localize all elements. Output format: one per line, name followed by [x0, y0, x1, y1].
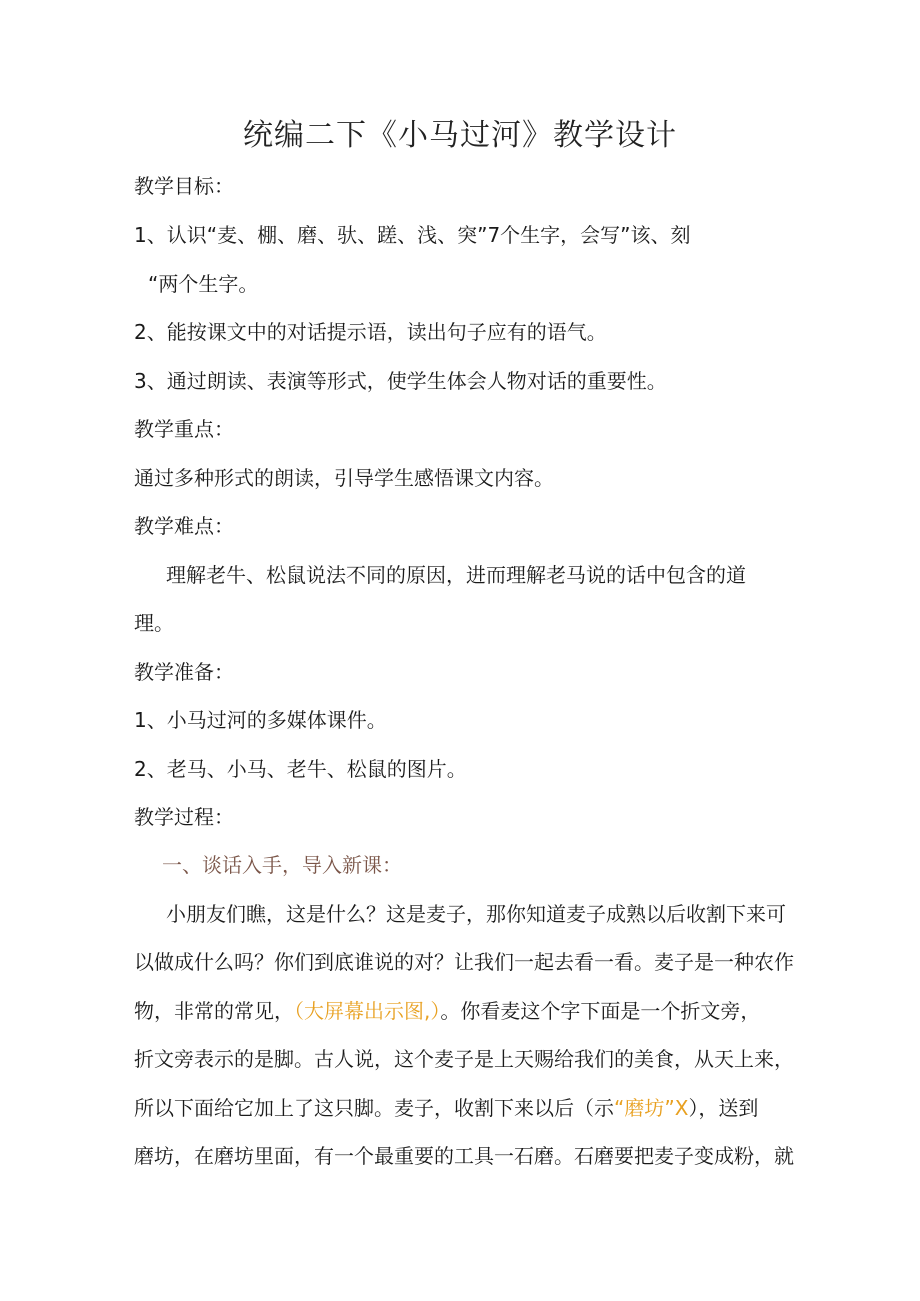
objective-3: 3、通过朗读、表演等形式，使学生体会人物对话的重要性。: [134, 369, 667, 393]
section-heading-difficulties: 教学难点：: [134, 514, 234, 538]
key-points-text: 通过多种形式的朗读，引导学生感悟课文内容。: [134, 466, 554, 490]
difficulties-text: 理解老牛、松鼠说法不同的原因，进而理解老马说的话中包含的道: [166, 563, 746, 587]
paragraph-text: 所以下面给它加上了这只脚。麦子，收割下来以后（示: [134, 1096, 614, 1120]
preparation-2: 2、老马、小马、老牛、松鼠的图片。: [134, 757, 467, 781]
paragraph-text: 。你看麦这个字下面是一个折文旁，: [440, 999, 761, 1023]
paragraph-line: 以做成什么吗？你们到底谁说的对？让我们一起去看一看。麦子是一种农作: [134, 950, 794, 974]
highlighted-note: “磨坊”X: [614, 1096, 689, 1120]
paragraph-text: ），送到: [688, 1096, 759, 1120]
objective-2: 2、能按课文中的对话提示语，读出句子应有的语气。: [134, 320, 607, 344]
section-heading-process: 教学过程：: [134, 805, 234, 829]
paragraph-line: 小朋友们瞧，这是什么？这是麦子，那你知道麦子成熟以后收割下来可: [166, 902, 786, 926]
paragraph-line: [134, 1092, 758, 1124]
process-step-1-heading: 一、谈话入手，导入新课：: [162, 853, 402, 877]
paragraph-line: 磨坊，在磨坊里面，有一个最重要的工具一石磨。石磨要把麦子变成粉，就: [134, 1144, 794, 1168]
section-heading-preparation: 教学准备：: [134, 660, 234, 684]
section-heading-objectives: 教学目标：: [134, 174, 234, 198]
difficulties-text-continued: 理。: [134, 611, 174, 635]
highlighted-note: （大屏幕出示图,）: [294, 999, 441, 1023]
objective-1: 1、认识“麦、棚、磨、驮、蹉、浅、突”7个生字，会写”该、刻: [134, 223, 691, 247]
paragraph-line: [134, 995, 760, 1027]
paragraph-line: 折文旁表示的是脚。古人说，这个麦子是上天赐给我们的美食，从天上来，: [134, 1047, 794, 1071]
paragraph-text: 物，非常的常见，: [134, 999, 294, 1023]
preparation-1: 1、小马过河的多媒体课件。: [134, 708, 387, 732]
document-title: 统编二下《小马过河》教学设计: [243, 118, 677, 153]
section-heading-key-points: 教学重点：: [134, 417, 234, 441]
objective-1-continued: “两个生字。: [148, 272, 259, 296]
